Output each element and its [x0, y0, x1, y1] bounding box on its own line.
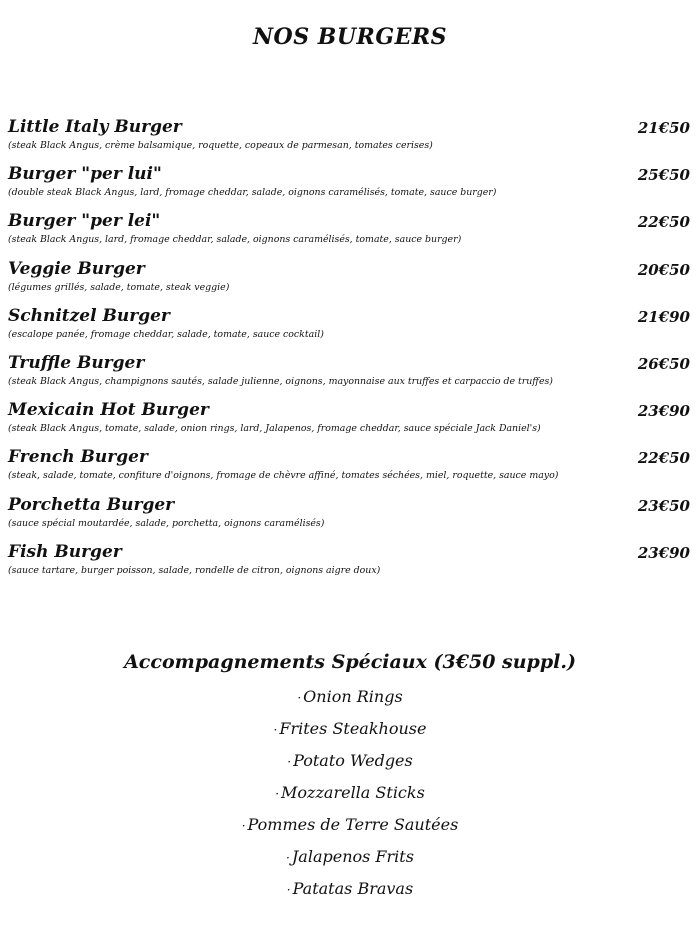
sides-list	[0, 687, 700, 911]
menu-item	[8, 495, 692, 542]
item-price: 20€50	[637, 260, 690, 279]
item-name: Truffle Burger	[8, 352, 145, 373]
page-title: NOS BURGERS	[252, 24, 448, 50]
item-description: (steak Black Angus, lard, fromage cheddar, salade, oignons caramélisés, tomate, sauce burger)	[8, 234, 462, 246]
menu-item	[8, 306, 692, 353]
bullet-icon: ·	[275, 787, 280, 801]
item-name: Mexicain Hot Burger	[8, 400, 209, 421]
menu-item	[8, 211, 692, 258]
item-price: 21€90	[637, 307, 690, 326]
side-label: Onion Rings	[303, 687, 403, 706]
item-description: (steak Black Angus, crème balsamique, roquette, copeaux de parmesan, tomates cerises)	[8, 140, 433, 151]
item-description: (légumes grillés, salade, tomate, steak veggie)	[8, 281, 230, 293]
item-name: Burger "per lei"	[8, 211, 161, 232]
side-label: Frites Steakhouse	[279, 719, 427, 738]
side-item	[0, 719, 700, 751]
item-name: Little Italy Burger	[8, 117, 182, 137]
menu-item	[8, 164, 692, 211]
menu-item	[8, 117, 692, 164]
item-price: 22€50	[637, 449, 690, 468]
menu-item	[8, 353, 692, 400]
side-item	[0, 783, 700, 815]
side-item	[0, 687, 700, 719]
item-description: (steak Black Angus, champignons sautés, salade julienne, oignons, mayonnaise aux truffes et carpaccio de truffes)	[8, 375, 553, 387]
side-item	[0, 751, 700, 783]
item-name: Burger "per lui"	[8, 164, 162, 185]
item-price: 21€50	[637, 119, 690, 137]
side-label: Patatas Bravas	[292, 879, 414, 898]
item-name: Porchetta Burger	[8, 494, 175, 515]
item-price: 26€50	[637, 354, 690, 373]
item-description: (double steak Black Angus, lard, fromage cheddar, salade, oignons caramélisés, tomate, sauce burger)	[8, 187, 497, 199]
item-price: 23€90	[637, 402, 690, 421]
menu-item	[8, 447, 692, 494]
bullet-icon: ·	[273, 723, 278, 737]
item-name: French Burger	[8, 447, 148, 468]
item-price: 23€90	[637, 543, 690, 562]
menu-item	[8, 400, 692, 447]
item-name: Fish Burger	[8, 541, 122, 562]
menu-item	[8, 542, 692, 589]
side-label: Mozzarella Sticks	[281, 783, 425, 802]
side-item	[0, 847, 700, 879]
item-price: 25€50	[637, 166, 690, 185]
side-item	[0, 879, 700, 911]
item-price: 22€50	[637, 213, 690, 232]
item-description: (escalope panée, fromage cheddar, salade, tomate, sauce cocktail)	[8, 328, 324, 340]
side-label: Potato Wedges	[293, 751, 413, 770]
item-description: (sauce spécial moutardée, salade, porchetta, oignons caramélisés)	[8, 517, 325, 529]
item-description: (steak Black Angus, tomate, salade, onion rings, lard, Jalapenos, fromage cheddar, sauce spéciale Jack Daniel's)	[8, 423, 541, 435]
item-name: Schnitzel Burger	[8, 305, 170, 326]
side-item	[0, 815, 700, 847]
burger-list	[8, 117, 692, 589]
sides-heading: Accompagnements Spéciaux (3€50 suppl.)	[124, 651, 576, 673]
item-description: (steak, salade, tomate, confiture d'oignons, fromage de chèvre affiné, tomates séchées, miel, roquette, sauce mayo)	[8, 470, 559, 482]
item-price: 23€50	[637, 496, 690, 515]
bullet-icon: ·	[241, 819, 246, 833]
item-name: Veggie Burger	[8, 258, 145, 279]
bullet-icon: ·	[297, 691, 302, 705]
side-label: Jalapenos Frits	[291, 847, 414, 866]
bullet-icon: ·	[286, 851, 290, 865]
bullet-icon: ·	[287, 755, 292, 769]
bullet-icon: ·	[286, 883, 291, 897]
side-label: Pommes de Terre Sautées	[247, 815, 459, 834]
item-description: (sauce tartare, burger poisson, salade, rondelle de citron, oignons aigre doux)	[8, 564, 381, 576]
menu-item	[8, 259, 692, 306]
